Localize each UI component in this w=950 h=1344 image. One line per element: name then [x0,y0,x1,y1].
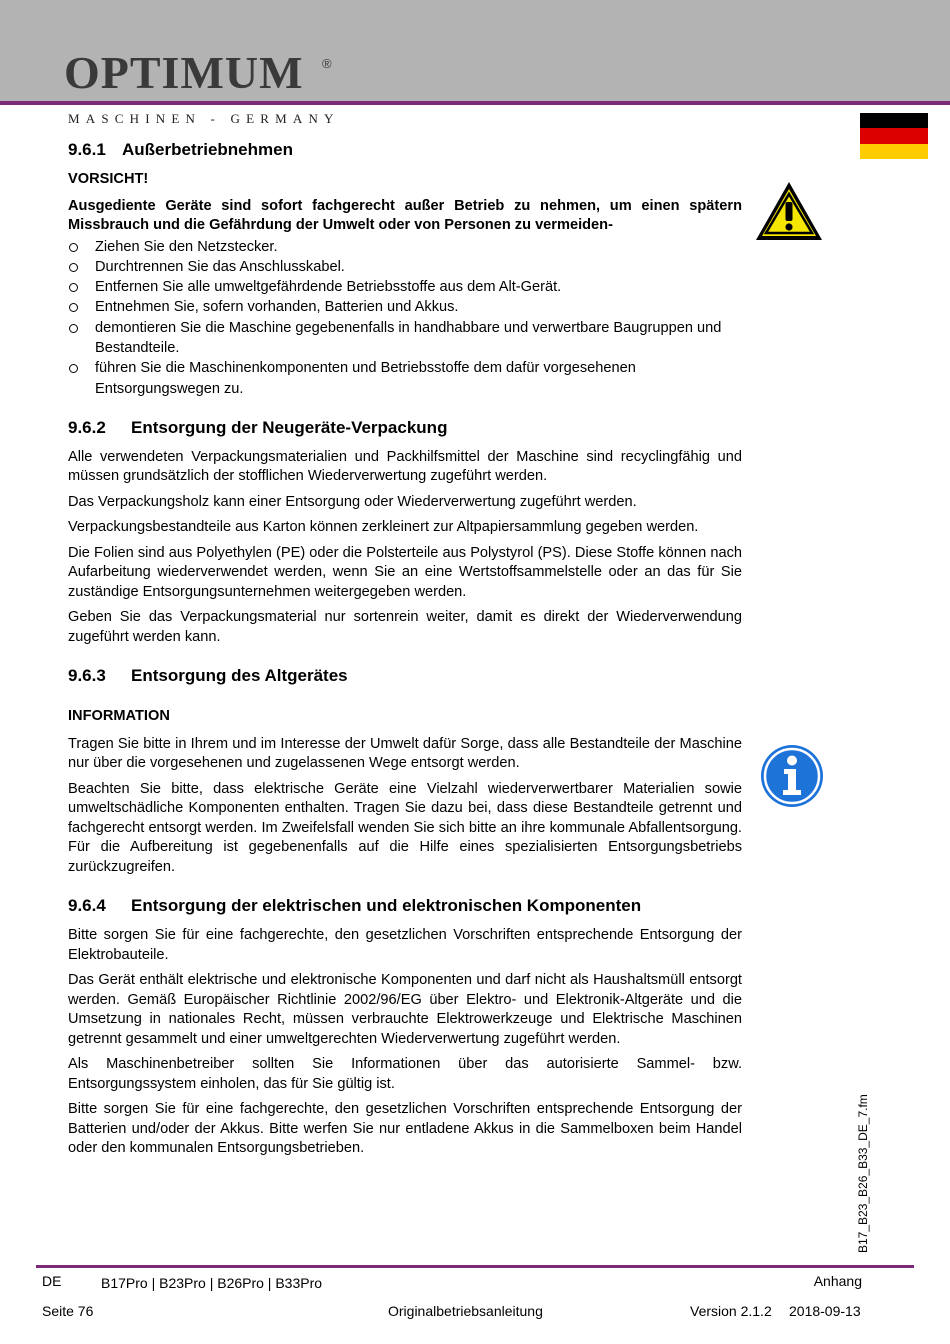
paragraph: Geben Sie das Verpackungsmaterial nur sortenrein weiter, damit es direkt der Wiederverwendung zugeführt werden kann. [68,609,742,645]
section-heading: 9.6.4 Entsorgung der elektrischen und elektronischen Komponenten [68,896,642,916]
german-flag-icon [860,113,928,159]
list-item: Entnehmen Sie, sofern vorhanden, Batterien und Akkus. [68,297,742,317]
main-content [68,138,742,1159]
brand-logo: OPTIMUM [64,47,304,98]
footer-version: Version 2.1.2 [690,1303,772,1319]
info-icon [760,744,824,808]
section-heading: 9.6.2 Entsorgung der Neugeräte-Verpackung [68,417,448,437]
steps-list [68,237,742,399]
header-divider [0,101,950,105]
footer-page-number: Seite 76 [42,1303,94,1319]
warning-triangle-icon [754,180,824,242]
section-altgeraet [68,664,742,877]
paragraph: Alle verwendeten Verpackungsmaterialien und Packhilfsmittel der Maschine sind recyclingfähig und müssen grundsätzlich der stofflichen Wiederverwertung zugeführt werden. [68,448,742,485]
list-item: demontieren Sie die Maschine gegebenenfalls in handhabbare und verwertbare Baugruppen und Bestandteile. [68,318,742,359]
paragraph: Tragen Sie bitte in Ihrem und im Interesse der Umwelt dafür Sorge, dass alle Bestandteile der Maschine nur über die vorgesehenen und zugelassenen Wege entsorgt werden. [68,735,742,772]
section-ausserbetriebnehmen [68,138,742,399]
list-item: Entfernen Sie alle umweltgefährdende Betriebsstoffe aus dem Alt-Gerät. [68,277,742,297]
paragraph: Als Maschinenbetreiber sollten Sie Informationen über das autorisierte Sammel- bzw. Entsorgungssystem einholen, das für Sie gültig ist. [68,1056,742,1092]
paragraph: Die Folien sind aus Polyethylen (PE) oder die Polsterteile aus Polystyrol (PS). Diese Stoffe können nach Aufarbeitung wiederverwendet werden, wenn Sie an eine Wertstoffsammelstelle oder an das für Sie zuständige Entsorgungsunternehmen weitergegeben werden. [68,544,742,600]
paragraph: Bitte sorgen Sie für eine fachgerechte, den gesetzlichen Vorschriften entsprechende Entsorgung der Elektrobauteile. [68,927,742,963]
section-verpackung [68,416,742,648]
paragraph: Beachten Sie bitte, dass elektrische Geräte eine Vielzahl wiederverwertbarer Materialien sowie umweltschädliche Komponenten enthalten. Tragen Sie dazu bei, dass diese Bestandteile getrennt und fachgerecht entsorgt werden. Im Zweifelsfall wenden Sie sich bitte an ihre kommunale Abfallentsorgung. Für die Aufbereitung ist gegebenenfalls auf die Hilfe eines spezialisierten Entsorgungsbetriebs zurückzugreifen. [68,780,742,875]
paragraph: Das Gerät enthält elektrische und elektronische Komponenten und darf nicht als Haushaltsmüll entsorgt werden. Gemäß Europäischer Richtlinie 2002/96/EG über Elektro- und Elektronik-Altgeräte und die Umsetzung in nationales Recht, müssen verbrauchte Elektrowerkzeuge und Elektrische Maschinen getrennt gesammelt und einer umweltgerechten Wiederverwertung zugeführt werden. [68,972,742,1047]
information-label: INFORMATION [68,708,170,725]
footer-models: B17Pro | B23Pro | B26Pro | B33Pro [101,1275,323,1291]
caution-label: VORSICHT! [68,171,149,187]
footer-chapter: Anhang [813,1273,862,1289]
brand-subtitle: MASCHINEN - GERMANY [68,111,340,126]
paragraph: Bitte sorgen Sie für eine fachgerechte, den gesetzlichen Vorschriften entsprechende Entsorgung der Batterien und/oder der Akkus. Bitte werfen Sie nur entladene Akkus in die Sammelboxen beim Handel oder den kommunalen Entsorgungsbetrieben. [68,1101,742,1157]
section-elektro [68,894,742,1159]
footer-date: 2018-09-13 [789,1303,861,1319]
paragraph: Verpackungsbestandteile aus Karton können zerkleinert zur Altpapiersammlung gegeben werden. [68,519,699,536]
file-code: B17_B23_B26_B33_DE_7.fm [856,1094,870,1253]
list-item: führen Sie die Maschinenkomponenten und Betriebsstoffe dem dafür vorgesehenen Entsorgungswegen zu. [68,358,742,399]
footer-language: DE [42,1273,62,1289]
footer-divider [36,1265,914,1268]
section-heading: 9.6.1 Außerbetriebnehmen [68,140,293,159]
paragraph: Das Verpackungsholz kann einer Entsorgung oder Wiederverwertung zugeführt werden. [68,493,637,510]
caution-intro: Ausgediente Geräte sind sofort fachgerecht außer Betrieb zu nehmen, um einen spätern Missbrauch und die Gefährdung der Umwelt oder von Personen zu vermeiden- [68,197,742,233]
list-item: Durchtrennen Sie das Anschlusskabel. [68,257,742,277]
list-item: Ziehen Sie den Netzstecker. [68,237,742,257]
section-heading: 9.6.3 Entsorgung des Altgerätes [68,666,348,686]
footer-doc-type: Originalbetriebsanleitung [388,1303,543,1319]
registered-mark: ® [322,56,332,71]
